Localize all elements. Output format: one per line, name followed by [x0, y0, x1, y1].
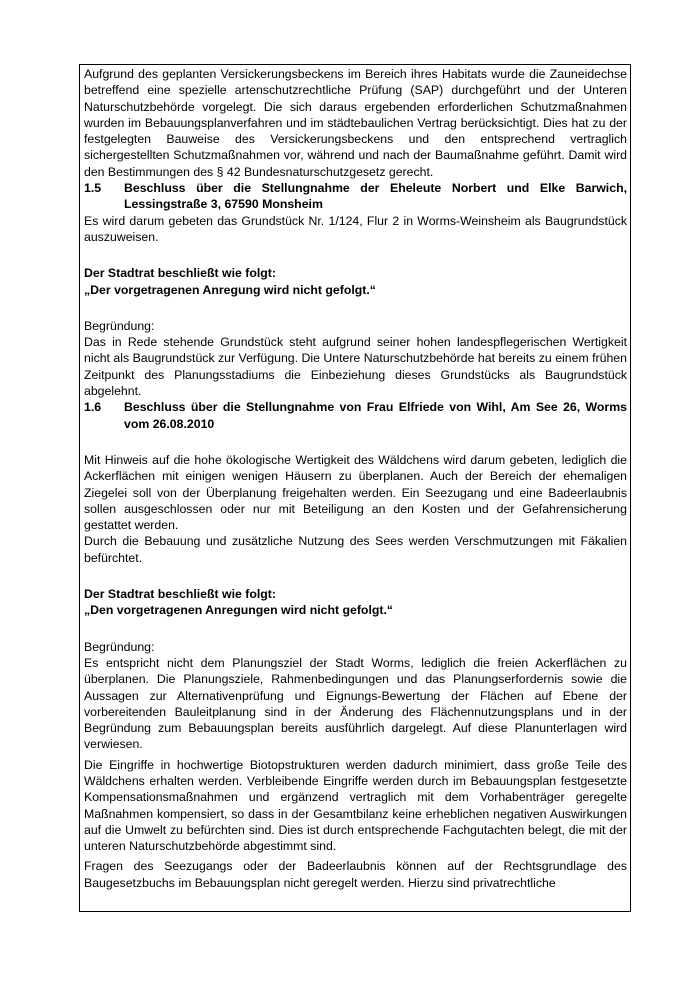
- section-1-6-request-2: Durch die Bebauung und zusätzliche Nutzung des Sees werden Verschmutzungen mit Fäkalien befürchtet.: [84, 534, 627, 565]
- section-1-6-heading: [84, 399, 627, 432]
- section-title: Beschluss über die Stellungnahme von Frau Elfriede von Wihl, Am See 26, Worms vom 26.08.2010: [124, 400, 627, 431]
- section-number: 1.5: [84, 181, 102, 196]
- section-1-5-council-label: Der Stadtrat beschließt wie folgt:: [84, 266, 276, 281]
- section-1-6-reason-2: Die Eingriffe in hochwertige Biotopstrukturen werden dadurch minimiert, dass große Teile des Wäldchens erhalten werden. Verbleibende Eingriffe werden durch im Bebauungsplan festgesetzte Kompensationsmaßnahmen und ergänzend vertraglich mit dem Vorhabenträger geregelte Maßnahmen kompensiert, so dass in der Gesamtbilanz keine erheblichen negativen Auswirkungen auf die Umwelt zu befürchten sind. Dies ist durch entsprechende Fachgutachten belegt, die mit der unteren Naturschutzbehörde abgestimmt sind.: [84, 757, 627, 854]
- section-1-5-request: Es wird darum gebeten das Grundstück Nr. 1/124, Flur 2 in Worms-Weinsheim als Baugrundstück auszuweisen.: [84, 213, 627, 244]
- section-1-6-decision: „Den vorgetragenen Anregungen wird nicht gefolgt.“: [84, 603, 394, 618]
- section-1-5-heading: [84, 180, 627, 213]
- section-number: 1.6: [84, 400, 102, 415]
- section-1-6-request: Mit Hinweis auf die hohe ökologische Wertigkeit des Wäldchens wird darum gebeten, lediglich die Ackerflächen mit einigen wenigen Häusern zu überplanen. Auch der Bereich der ehemaligen Ziegelei soll von der Überplanung freigehalten werden. Ein Seezugang und eine Badeerlaubnis sollen ausgeschlossen oder nur mit Beteiligung an den Kosten und der Gefahrensicherung gestattet werden.: [84, 452, 627, 533]
- intro-paragraph: Aufgrund des geplanten Versickerungsbeckens im Bereich ihres Habitats wurde die Zauneidechse betreffend eine spezielle artenschutzrechtliche Prüfung (SAP) durchgeführt und der Unteren Naturschutzbehörde vorgelegt. Die sich daraus ergebenden erforderlichen Schutzmaßnahmen wurden im Bebauungsplanverfahren und im städtebaulichen Vertrag berücksichtigt. Dies hat zu der festgelegten Bauweise des Versickerungsbeckens und den entsprechend vertraglich sichergestellten Schutzmaßnahmen vor, während und nach der Baumaßnahme geführt. Damit wird den Bestimmungen des § 42 Bundesnaturschutzgesetz gerecht.: [84, 67, 627, 179]
- section-1-5-reason: Das in Rede stehende Grundstück steht aufgrund seiner hohen landespflegerischen Wertigkeit nicht als Baugrundstück zur Verfügung. Die Untere Naturschutzbehörde hat bereits zu einem frühen Zeitpunkt des Planungsstadiums die Einbeziehung dieses Grundstücks als Baugrundstück abgelehnt.: [84, 335, 627, 399]
- section-1-6-reason-label: Begründung:: [84, 639, 155, 654]
- section-title: Beschluss über die Stellungnahme der Eheleute Norbert und Elke Barwich, Lessingstraße 3, 67590 Monsheim: [124, 181, 627, 212]
- document-frame: [79, 64, 631, 912]
- section-1-5-decision: „Der vorgetragenen Anregung wird nicht gefolgt.“: [84, 282, 376, 297]
- section-1-6-council-label: Der Stadtrat beschließt wie folgt:: [84, 587, 276, 602]
- section-1-6-reason-3: Fragen des Seezugangs oder der Badeerlaubnis können auf der Rechtsgrundlage des Baugesetzbuchs im Bebauungsplan nicht geregelt werden. Hierzu sind privatrechtliche: [84, 859, 627, 890]
- section-1-5-reason-label: Begründung:: [84, 318, 155, 333]
- section-1-6-reason-1: Es entspricht nicht dem Planungsziel der Stadt Worms, lediglich die freien Ackerflächen zu überplanen. Die Planungsziele, Rahmenbedingungen und das Planungserfordernis sowie die Aussagen zur Alternativenprüfung und Eignungs-Bewertung der Flächen auf Ebene der vorbereitenden Bauleitplanung sind in der Änderung des Flächennutzungsplans und in der Begründung zum Bebauungsplan bereits ausführlich dargelegt. Auf diese Planunterlagen wird verwiesen.: [84, 655, 627, 752]
